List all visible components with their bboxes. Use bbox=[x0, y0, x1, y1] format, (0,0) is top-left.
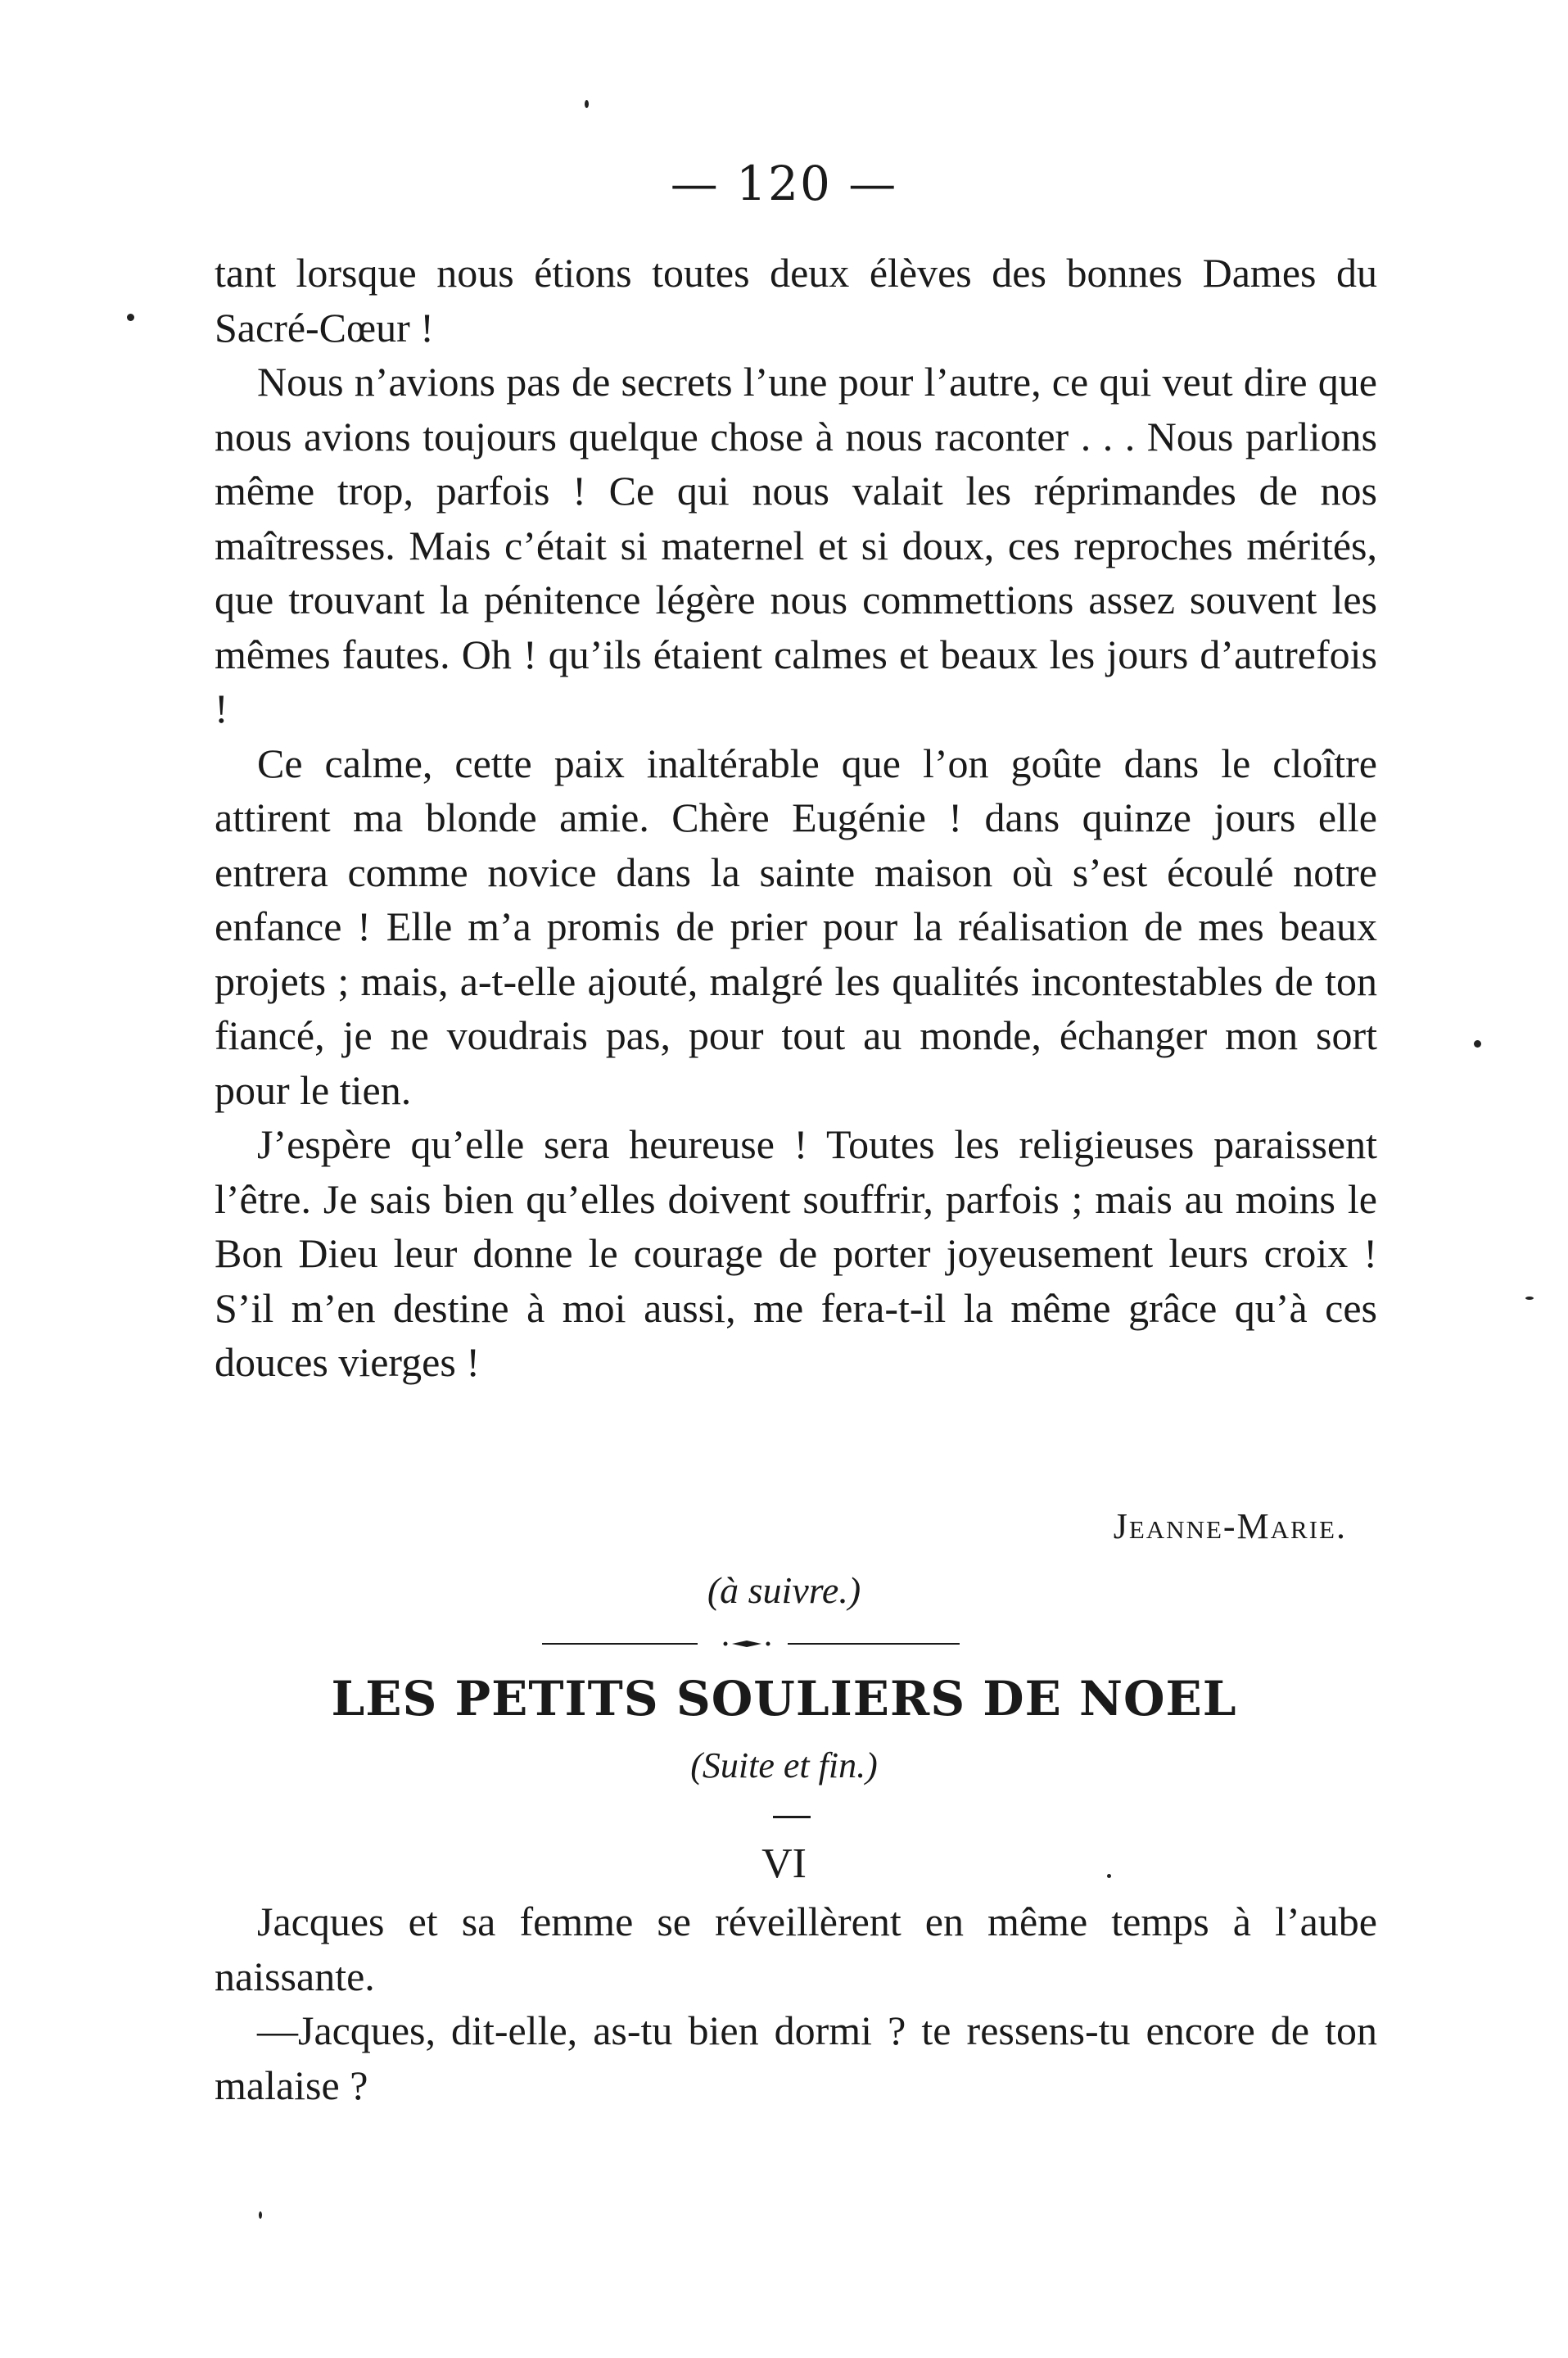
continuation-text bbox=[215, 246, 1377, 1390]
page-number: — 120 — bbox=[670, 156, 898, 211]
chapter-number: VI bbox=[761, 1840, 807, 1887]
divider-line bbox=[542, 1643, 698, 1645]
paragraph: —Jacques, dit-elle, as-tu bien dormi ? te ressens-tu encore de ton malaise ? bbox=[215, 2007, 1377, 2108]
scan-speck bbox=[127, 314, 134, 321]
story-text bbox=[215, 1894, 1377, 2112]
scan-speck bbox=[585, 100, 589, 108]
scan-speck bbox=[259, 2211, 262, 2219]
author-signature: Jeanne-Marie. bbox=[1113, 1506, 1347, 1546]
chapter-rule bbox=[773, 1816, 811, 1818]
divider-line bbox=[788, 1643, 960, 1645]
story-title: LES PETITS SOULIERS DE NOEL bbox=[331, 1671, 1237, 1727]
scan-speck bbox=[1474, 1040, 1481, 1048]
story-subtitle: (Suite et fin.) bbox=[690, 1745, 878, 1785]
paragraph: Jacques et sa femme se réveillèrent en même temps à l’aube naissante. bbox=[215, 1899, 1377, 1999]
paragraph: tant lorsque nous étions toutes deux élèves des bonnes Dames du Sacré-Cœur ! bbox=[215, 250, 1377, 351]
paragraph: Ce calme, cette paix inaltérable que l’on goûte dans le cloître attirent ma blonde amie. Chère Eugénie ! dans quinze jours elle entrera comme novice dans la sainte maison où s’est écoulé notre enfance ! Elle m’a promis de prier pour la réalisation de mes beaux projets ; mais, a-t-elle ajouté, malgré les qualités incontestables de ton fiancé, je ne voudrais pas, pour tout au monde, échanger mon sort pour le tien. bbox=[215, 740, 1377, 1113]
divider-ornament-icon bbox=[721, 1640, 773, 1648]
to-be-continued-note: (à suivre.) bbox=[707, 1569, 861, 1611]
paragraph: J’espère qu’elle sera heureuse ! Toutes les religieuses paraissent l’être. Je sais bien qu’elles doivent souffrir, parfois ; mais au moins le Bon Dieu leur donne le courage de porter joyeusement leurs croix ! S’il m’en destine à moi aussi, me fera-t-il la même grâce qu’à ces douces vierges ! bbox=[215, 1121, 1377, 1385]
section-divider bbox=[542, 1639, 960, 1649]
paragraph: Nous n’avions pas de secrets l’une pour l’autre, ce qui veut dire que nous avions toujours quelque chose à nous raconter . . . Nous parlions même trop, parfois ! Ce qui nous valait les réprimandes de nos maîtresses. Mais c’était si maternel et si doux, ces reproches mérités, que trouvant la pénitence légère nous commettions assez souvent les mêmes fautes. Oh ! qu’ils étaient calmes et beaux les jours d’autrefois ! bbox=[215, 359, 1377, 731]
scan-speck bbox=[1107, 1874, 1111, 1878]
scan-speck bbox=[1525, 1297, 1534, 1300]
